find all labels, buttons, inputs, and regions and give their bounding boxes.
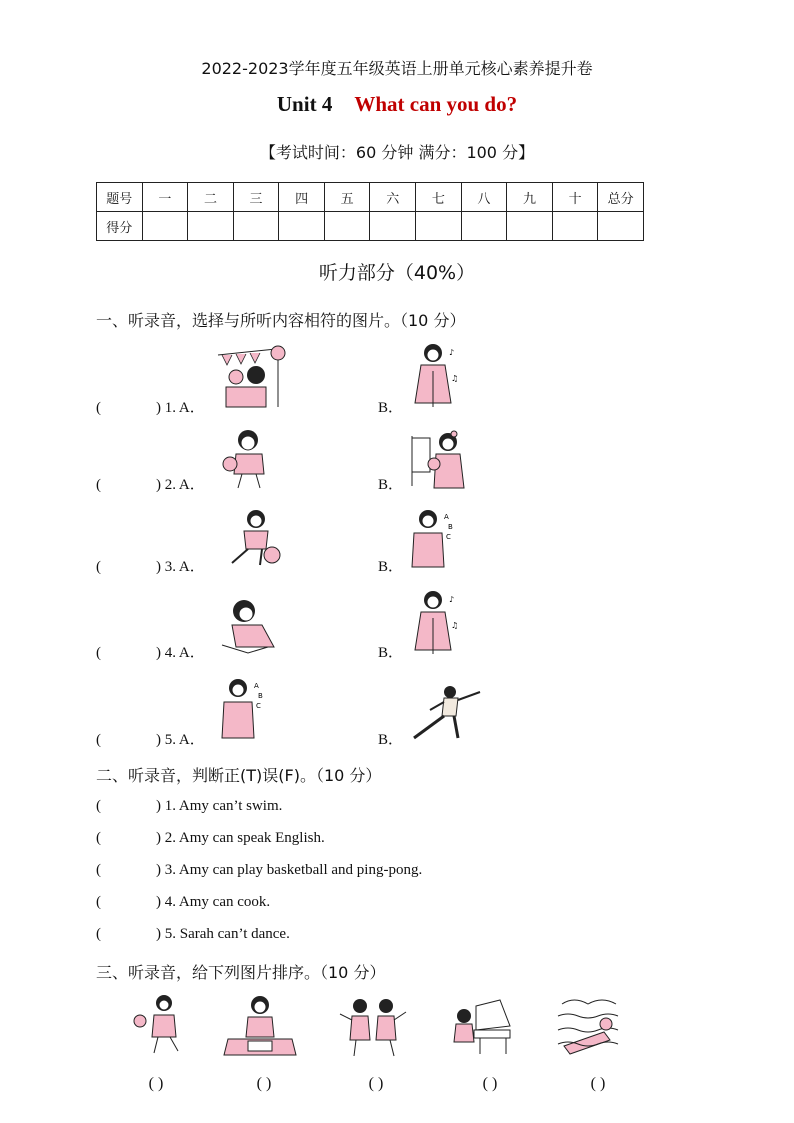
option-b-label: B． bbox=[378, 559, 404, 575]
girls-dancing-picture bbox=[338, 996, 408, 1058]
part2-item bbox=[96, 830, 325, 847]
score-cell: 三 bbox=[233, 183, 279, 212]
man-doing-kung-fu-picture bbox=[406, 682, 484, 742]
answer-paren[interactable]: ( bbox=[96, 894, 101, 910]
svg-text:♫: ♫ bbox=[451, 621, 459, 630]
statement-text: ) 2. Amy can speak English. bbox=[156, 830, 325, 846]
score-blank[interactable] bbox=[279, 212, 325, 241]
answer-paren[interactable]: ( bbox=[96, 477, 101, 493]
unit-label: Unit 4 bbox=[276, 92, 333, 116]
girl-writing-picture bbox=[218, 597, 276, 655]
item-number: ) 3. A． bbox=[156, 559, 205, 575]
score-table-header-row bbox=[97, 183, 644, 212]
boy-playing-ping-pong-picture bbox=[132, 993, 186, 1055]
teacher-picture bbox=[408, 507, 458, 569]
answer-paren[interactable]: ( bbox=[96, 732, 101, 748]
section-title: 听力部分（40%） bbox=[318, 262, 476, 284]
score-blank[interactable] bbox=[416, 212, 462, 241]
svg-text:♫: ♫ bbox=[451, 374, 459, 383]
svg-text:B: B bbox=[448, 523, 453, 531]
answer-paren[interactable]: ( bbox=[96, 559, 101, 575]
score-cell: 四 bbox=[279, 183, 325, 212]
svg-text:B: B bbox=[258, 692, 263, 700]
item-number: ) 5. A． bbox=[156, 732, 205, 748]
svg-text:♪: ♪ bbox=[449, 348, 455, 357]
score-blank[interactable] bbox=[370, 212, 416, 241]
girl-drawing-picture bbox=[222, 993, 298, 1059]
exam-info: 【考试时间：60 分钟 满分：100 分】 bbox=[259, 143, 535, 162]
answer-paren[interactable]: ( bbox=[96, 798, 101, 814]
statement-text: ) 5. Sarah can’t dance. bbox=[156, 926, 290, 942]
score-cell: 五 bbox=[324, 183, 370, 212]
statement-text: ) 3. Amy can play basketball and ping-pong. bbox=[156, 862, 423, 878]
girl-singing-picture bbox=[411, 341, 461, 409]
score-table bbox=[96, 182, 644, 241]
score-blank[interactable] bbox=[188, 212, 234, 241]
document-title: 2022-2023学年度五年级英语上册单元核心素养提升卷 bbox=[201, 59, 593, 78]
part1-item bbox=[96, 728, 205, 749]
answer-paren[interactable]: ( bbox=[96, 645, 101, 661]
score-cell: 一 bbox=[142, 183, 188, 212]
score-blank[interactable] bbox=[233, 212, 279, 241]
answer-paren[interactable]: ( bbox=[96, 862, 101, 878]
score-cell: 十 bbox=[552, 183, 598, 212]
svg-text:C: C bbox=[256, 702, 261, 710]
score-blank[interactable] bbox=[552, 212, 598, 241]
children-decorating-picture bbox=[216, 345, 292, 411]
option-b-label: B． bbox=[378, 477, 404, 493]
score-cell: 二 bbox=[188, 183, 234, 212]
part1-item bbox=[96, 555, 205, 576]
item-number: ) 4. A． bbox=[156, 645, 205, 661]
part3-heading: 三、听录音，给下列图片排序。（10 分） bbox=[96, 963, 386, 982]
order-answer-slot[interactable]: ( ) bbox=[590, 1075, 606, 1092]
teacher-picture bbox=[218, 676, 268, 742]
girl-singing-picture bbox=[411, 588, 461, 656]
part2-item bbox=[96, 862, 422, 879]
part1-heading: 一、听录音，选择与所听内容相符的图片。（10 分） bbox=[96, 311, 466, 330]
order-answer-slot[interactable]: ( ) bbox=[368, 1075, 384, 1092]
option-b-label: B． bbox=[378, 732, 404, 748]
order-answer-slot[interactable]: ( ) bbox=[256, 1075, 272, 1092]
svg-text:♪: ♪ bbox=[449, 595, 455, 604]
score-blank[interactable] bbox=[142, 212, 188, 241]
part2-item bbox=[96, 894, 270, 911]
svg-text:C: C bbox=[446, 533, 451, 541]
score-blank[interactable] bbox=[507, 212, 553, 241]
score-blank[interactable] bbox=[461, 212, 507, 241]
part1-item bbox=[96, 473, 205, 494]
score-row-label: 得分 bbox=[97, 212, 143, 241]
score-blank[interactable] bbox=[598, 212, 644, 241]
score-cell: 八 bbox=[461, 183, 507, 212]
girl-playing-ball-picture bbox=[220, 428, 276, 490]
option-b-label: B． bbox=[378, 400, 404, 416]
score-cell: 九 bbox=[507, 183, 553, 212]
answer-paren[interactable]: ( bbox=[96, 926, 101, 942]
score-cell: 七 bbox=[416, 183, 462, 212]
item-number: ) 1. A． bbox=[156, 400, 205, 416]
unit-heading bbox=[0, 92, 794, 117]
statement-text: ) 4. Amy can cook. bbox=[156, 894, 271, 910]
answer-paren[interactable]: ( bbox=[96, 400, 101, 416]
score-table-score-row bbox=[97, 212, 644, 241]
part2-heading: 二、听录音，判断正(T)误(F)。（10 分） bbox=[96, 766, 382, 785]
score-cell: 六 bbox=[370, 183, 416, 212]
part2-item bbox=[96, 926, 290, 943]
option-b-label: B． bbox=[378, 645, 404, 661]
svg-text:A: A bbox=[444, 513, 449, 521]
score-cell: 总分 bbox=[598, 183, 644, 212]
svg-text:A: A bbox=[254, 682, 259, 690]
girl-swimming-picture bbox=[554, 996, 624, 1058]
boy-playing-piano-picture bbox=[446, 996, 514, 1056]
part2-item bbox=[96, 798, 282, 815]
boy-playing-basketball-picture bbox=[220, 507, 282, 569]
answer-paren[interactable]: ( bbox=[96, 830, 101, 846]
score-cell: 题号 bbox=[97, 183, 143, 212]
item-number: ) 2. A． bbox=[156, 477, 205, 493]
part1-item bbox=[96, 396, 205, 417]
order-answer-slot[interactable]: ( ) bbox=[148, 1075, 164, 1092]
girl-painting-picture bbox=[408, 428, 468, 490]
statement-text: ) 1. Amy can’t swim. bbox=[156, 798, 283, 814]
part1-item bbox=[96, 641, 205, 662]
unit-title: What can you do? bbox=[354, 92, 518, 116]
order-answer-slot[interactable]: ( ) bbox=[482, 1075, 498, 1092]
score-blank[interactable] bbox=[324, 212, 370, 241]
